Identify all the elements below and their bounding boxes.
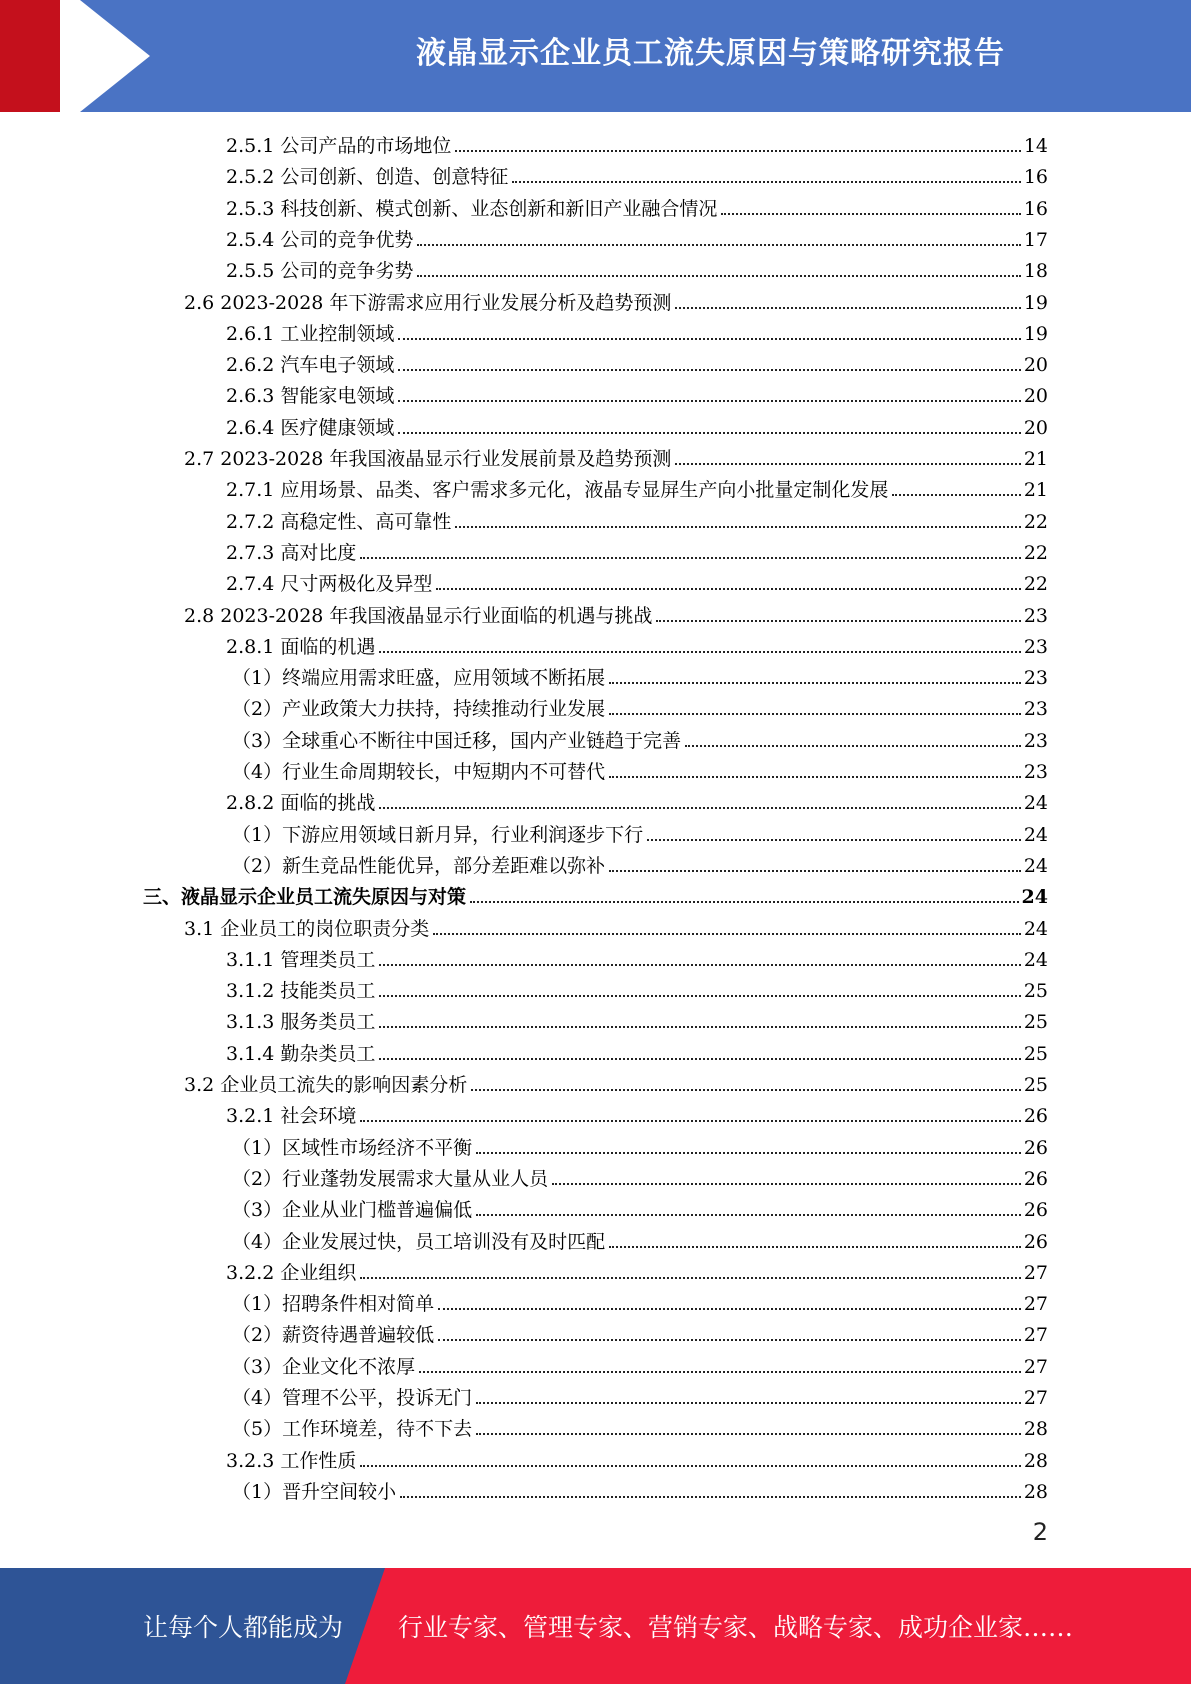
toc-entry[interactable] (226, 1003, 1048, 1034)
toc-entry-page: 27 (1023, 1293, 1048, 1316)
toc-entry-page: 22 (1023, 541, 1048, 564)
toc-leader-dots (609, 870, 1021, 872)
toc-entry-page: 27 (1023, 1387, 1048, 1409)
toc-entry-title: 3.1.3 服务类员工 (226, 1011, 376, 1034)
toc-entry[interactable] (232, 1160, 1048, 1191)
toc-entry-page: 24 (1021, 886, 1048, 909)
toc-entry-title: 2.7.4 尺寸两极化及异型 (226, 573, 433, 596)
toc-leader-dots (398, 369, 1020, 371)
toc-entry[interactable] (232, 1410, 1048, 1441)
toc-entry-title: （1）招聘条件相对简单 (232, 1293, 435, 1316)
toc-entry-title: 2.7.2 高稳定性、高可靠性 (226, 510, 452, 533)
toc-entry-title: 2.6.3 智能家电领域 (226, 385, 395, 408)
toc-entry[interactable] (232, 816, 1048, 847)
toc-entry-title: 2.5.4 公司的竞争优势 (226, 228, 414, 251)
toc-leader-dots (400, 1496, 1021, 1498)
toc-leader-dots (438, 1339, 1021, 1341)
toc-leader-dots (433, 933, 1021, 935)
toc-entry-page: 26 (1023, 1167, 1048, 1190)
toc-entry-title: 2.7.1 应用场景、品类、客户需求多元化，液晶专显屏生产向小批量定制化发展 (226, 479, 889, 502)
page-header (0, 0, 1191, 112)
toc-entry-page: 28 (1023, 1418, 1048, 1441)
toc-entry[interactable] (232, 753, 1048, 784)
toc-entry[interactable] (226, 346, 1048, 377)
toc-leader-dots (398, 338, 1020, 340)
toc-entry[interactable] (226, 377, 1048, 408)
toc-entry-title: （2）行业蓬勃发展需求大量从业人员 (232, 1167, 549, 1190)
toc-entry-page: 25 (1023, 1042, 1048, 1065)
toc-leader-dots (609, 713, 1021, 715)
toc-entry-page: 21 (1023, 448, 1048, 470)
toc-entry[interactable] (226, 158, 1048, 189)
toc-entry-title: 2.5.5 公司的竞争劣势 (226, 260, 414, 283)
toc-leader-dots (609, 776, 1021, 778)
toc-leader-dots (419, 1371, 1021, 1373)
toc-leader-dots (379, 1058, 1020, 1060)
toc-entry-page: 23 (1023, 729, 1048, 752)
toc-entry-title: （2）产业政策大力扶持，持续推动行业发展 (232, 698, 606, 721)
toc-entry-title: （4）企业发展过快，员工培训没有及时匹配 (232, 1230, 606, 1253)
toc-entry-title: （3）企业文化不浓厚 (232, 1355, 416, 1378)
toc-entry[interactable] (226, 972, 1048, 1003)
toc-entry[interactable] (232, 1285, 1048, 1316)
toc-entry-title: （5）工作环境差，待不下去 (232, 1418, 473, 1441)
toc-entry-page: 22 (1023, 573, 1048, 596)
toc-entry-title: 3.1.4 勤杂类员工 (226, 1042, 376, 1065)
toc-leader-dots (892, 494, 1020, 496)
toc-entry-title: 2.8 2023-2028 年我国液晶显示行业面临的机遇与挑战 (184, 604, 653, 627)
toc-entry[interactable] (232, 847, 1048, 878)
toc-entry-page: 26 (1023, 1105, 1048, 1128)
toc-entry-title: （4）行业生命周期较长，中短期内不可替代 (232, 761, 606, 783)
toc-entry-page: 22 (1023, 510, 1048, 533)
toc-entry-page: 28 (1023, 1449, 1048, 1472)
toc-entry[interactable] (226, 784, 1048, 815)
toc-leader-dots (417, 275, 1020, 277)
toc-entry-page: 25 (1023, 1074, 1048, 1096)
toc-leader-dots (552, 1183, 1021, 1185)
toc-entry[interactable] (226, 565, 1048, 596)
toc-entry[interactable] (226, 941, 1048, 972)
toc-leader-dots (476, 1152, 1021, 1154)
toc-entry[interactable] (226, 127, 1048, 158)
toc-entry-title: 三、液晶显示企业员工流失原因与对策 (143, 886, 467, 909)
toc-entry-title: 2.7.3 高对比度 (226, 541, 357, 564)
toc-leader-dots (360, 1120, 1020, 1122)
toc-entry[interactable] (232, 722, 1048, 753)
toc-entry-page: 20 (1023, 416, 1048, 439)
toc-entry[interactable] (226, 1035, 1048, 1066)
toc-entry[interactable] (226, 409, 1048, 440)
toc-entry-title: （3）全球重心不断往中国迁移，国内产业链趋于完善 (232, 729, 682, 752)
toc-entry-title: （1）晋升空间较小 (232, 1480, 397, 1503)
toc-entry-page: 24 (1023, 854, 1048, 877)
toc-entry-page: 26 (1023, 1136, 1048, 1159)
toc-entry-title: 2.6.4 医疗健康领域 (226, 416, 395, 439)
toc-entry[interactable] (232, 659, 1048, 690)
toc-leader-dots (360, 557, 1020, 559)
toc-entry-page: 21 (1023, 479, 1048, 502)
toc-entry[interactable] (226, 190, 1048, 221)
toc-entry-page: 24 (1023, 823, 1048, 846)
toc-entry-page: 14 (1023, 135, 1048, 157)
toc-entry[interactable] (184, 1066, 1048, 1097)
toc-entry-page: 19 (1023, 322, 1048, 345)
toc-entry-page: 27 (1023, 1324, 1048, 1347)
toc-entry-title: 2.7 2023-2028 年我国液晶显示行业发展前景及趋势预测 (184, 448, 672, 470)
toc-entry-title: 3.1.2 技能类员工 (226, 980, 376, 1003)
toc-leader-dots (379, 807, 1020, 809)
toc-leader-dots (398, 400, 1020, 402)
toc-entry-page: 23 (1023, 698, 1048, 721)
toc-entry-page: 20 (1023, 385, 1048, 408)
toc-entry[interactable] (226, 1097, 1048, 1128)
toc-entry-title: 2.5.1 公司产品的市场地位 (226, 135, 452, 157)
toc-entry-page: 16 (1023, 166, 1048, 189)
toc-entry[interactable] (232, 1348, 1048, 1379)
toc-leader-dots (455, 150, 1020, 152)
toc-entry-title: （2）新生竞品性能优异，部分差距难以弥补 (232, 854, 606, 877)
toc-entry-page: 19 (1023, 291, 1048, 314)
toc-entry-title: 2.5.2 公司创新、创造、创意特征 (226, 166, 509, 189)
toc-leader-dots (609, 1246, 1021, 1248)
toc-entry[interactable] (232, 1129, 1048, 1160)
toc-entry[interactable] (232, 1379, 1048, 1410)
toc-entry-page: 23 (1023, 667, 1048, 690)
toc-entry[interactable] (226, 503, 1048, 534)
report-title: 液晶显示企业员工流失原因与策略研究报告 (416, 36, 1005, 71)
toc-entry-title: 3.2.2 企业组织 (226, 1261, 357, 1284)
toc-leader-dots (470, 901, 1019, 903)
toc-entry[interactable] (184, 440, 1048, 471)
toc-leader-dots (685, 745, 1021, 747)
page-number: 2 (1032, 1518, 1048, 1546)
toc-entry-title: 3.1.1 管理类员工 (226, 948, 376, 971)
toc-leader-dots (471, 1089, 1021, 1091)
toc-entry-page: 28 (1023, 1480, 1048, 1503)
toc-leader-dots (398, 432, 1020, 434)
toc-leader-dots (417, 244, 1020, 246)
toc-entry-page: 20 (1023, 354, 1048, 377)
toc-entry-title: 3.2.3 工作性质 (226, 1449, 357, 1472)
toc-entry-title: 2.8.2 面临的挑战 (226, 792, 376, 815)
toc-entry-page: 23 (1023, 761, 1048, 783)
toc-leader-dots (360, 1465, 1020, 1467)
toc-entry-title: （1）下游应用领域日新月异，行业利润逐步下行 (232, 823, 644, 846)
toc-entry-title: 2.6.1 工业控制领域 (226, 322, 395, 345)
page-footer (0, 1568, 1191, 1684)
toc-entry-title: （1）区域性市场经济不平衡 (232, 1136, 473, 1159)
toc-leader-dots (436, 588, 1020, 590)
toc-entry-page: 17 (1023, 228, 1048, 251)
toc-entry[interactable] (184, 910, 1048, 941)
toc-entry-title: 2.6.2 汽车电子领域 (226, 354, 395, 377)
toc-leader-dots (512, 181, 1020, 183)
toc-entry[interactable] (226, 1254, 1048, 1285)
toc-entry[interactable] (232, 1473, 1048, 1504)
toc-entry[interactable] (226, 628, 1048, 659)
toc-entry[interactable] (184, 597, 1048, 628)
toc-entry-title: 3.2 企业员工流失的影响因素分析 (184, 1074, 468, 1096)
footer-slogan-right: 行业专家、管理专家、营销专家、战略专家、成功企业家…… (398, 1613, 1074, 1642)
toc-entry-page: 16 (1023, 197, 1048, 220)
toc-entry-page: 23 (1023, 604, 1048, 627)
toc-leader-dots (675, 463, 1020, 465)
toc-entry-title: （1）终端应用需求旺盛，应用领域不断拓展 (232, 667, 606, 690)
toc-entry-page: 24 (1023, 917, 1048, 940)
toc-entry-title: （4）管理不公平，投诉无门 (232, 1387, 473, 1409)
toc-entry[interactable] (143, 878, 1048, 909)
toc-leader-dots (455, 526, 1020, 528)
toc-entry-title: 2.8.1 面临的机遇 (226, 635, 376, 658)
toc-entry[interactable] (226, 315, 1048, 346)
toc-leader-dots (438, 1308, 1021, 1310)
toc-entry[interactable] (232, 1191, 1048, 1222)
toc-entry-title: 3.2.1 社会环境 (226, 1105, 357, 1128)
toc-entry-page: 24 (1023, 948, 1048, 971)
toc-leader-dots (476, 1214, 1021, 1216)
toc-entry[interactable] (184, 284, 1048, 315)
toc-entry-title: 3.1 企业员工的岗位职责分类 (184, 917, 430, 940)
toc-entry-page: 25 (1023, 980, 1048, 1003)
toc-entry-page: 27 (1023, 1355, 1048, 1378)
toc-leader-dots (675, 307, 1020, 309)
toc-entry-page: 18 (1023, 260, 1048, 283)
toc-entry-page: 27 (1023, 1261, 1048, 1284)
toc-entry-title: （3）企业从业门槛普遍偏低 (232, 1199, 473, 1222)
toc-entry-page: 24 (1023, 792, 1048, 815)
toc-entry-title: （2）薪资待遇普遍较低 (232, 1324, 435, 1347)
toc-entry[interactable] (232, 1223, 1048, 1254)
toc-leader-dots (379, 1026, 1020, 1028)
toc-leader-dots (647, 839, 1021, 841)
toc-entry[interactable] (226, 252, 1048, 283)
toc-leader-dots (379, 651, 1020, 653)
toc-leader-dots (476, 1402, 1021, 1404)
toc-entry-page: 25 (1023, 1011, 1048, 1034)
toc-entry[interactable] (226, 1442, 1048, 1473)
toc-entry-page: 26 (1023, 1230, 1048, 1253)
toc-leader-dots (721, 213, 1020, 215)
toc-entry[interactable] (232, 690, 1048, 721)
toc-entry-title: 2.5.3 科技创新、模式创新、业态创新和新旧产业融合情况 (226, 197, 718, 220)
toc-entry[interactable] (226, 471, 1048, 502)
toc-leader-dots (360, 1277, 1020, 1279)
toc-entry-title: 2.6 2023-2028 年下游需求应用行业发展分析及趋势预测 (184, 291, 672, 314)
toc-leader-dots (379, 995, 1020, 997)
toc-entry[interactable] (232, 1316, 1048, 1347)
toc-leader-dots (379, 964, 1020, 966)
toc-entry[interactable] (226, 221, 1048, 252)
toc-leader-dots (656, 620, 1020, 622)
toc-entry-page: 26 (1023, 1199, 1048, 1222)
toc-entry-page: 23 (1023, 635, 1048, 658)
toc-leader-dots (609, 682, 1021, 684)
footer-slogan-left: 让每个人都能成为 (143, 1613, 344, 1642)
toc-entry[interactable] (226, 534, 1048, 565)
toc-leader-dots (476, 1433, 1021, 1435)
